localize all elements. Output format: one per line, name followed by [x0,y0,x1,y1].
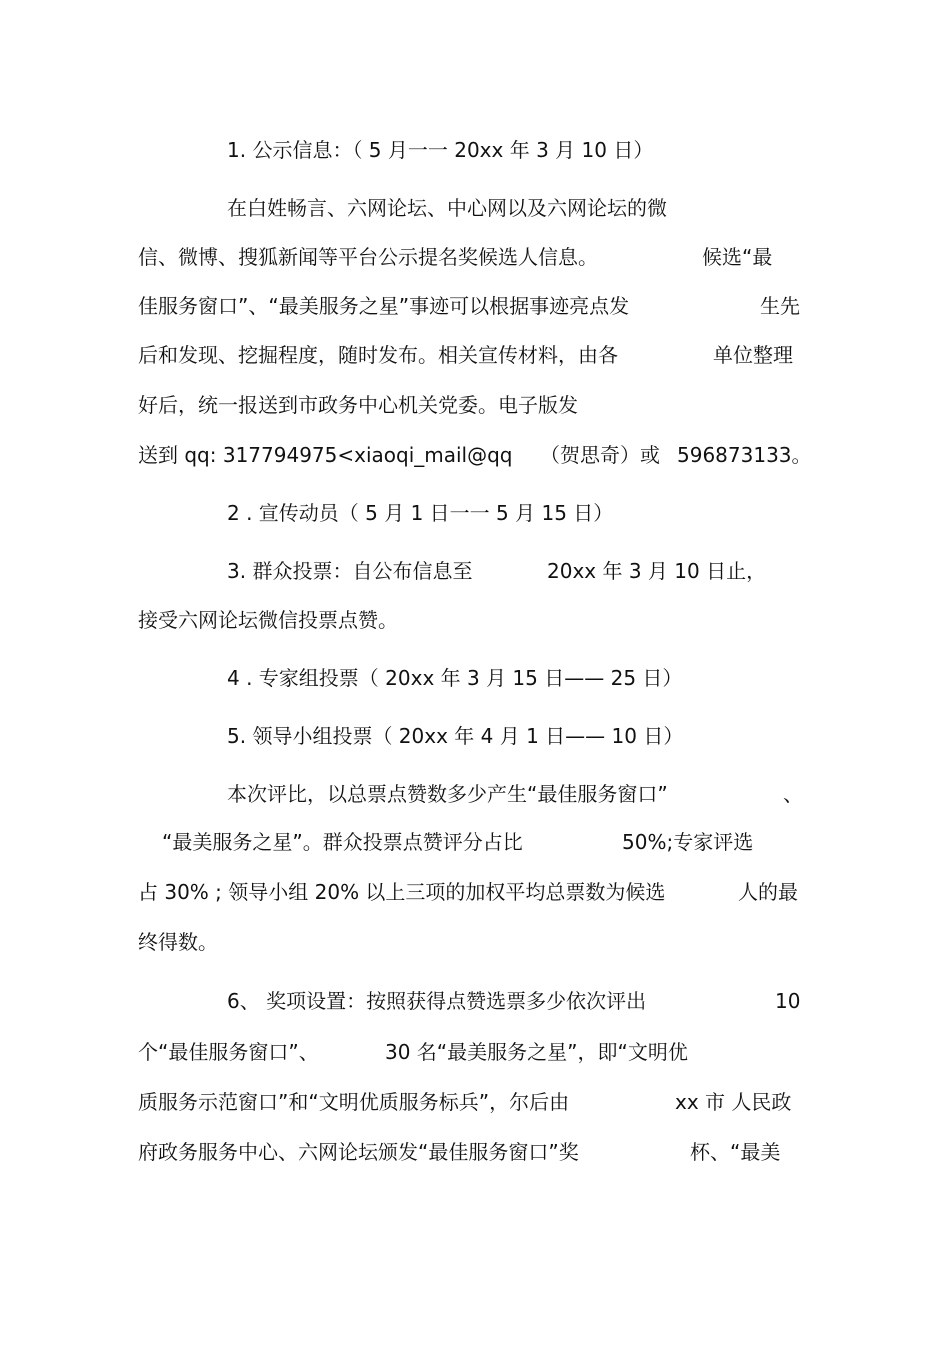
text-line: 接受六网论坛微信投票点赞。 [138,608,398,632]
text-line: （贺思奇）或 [540,443,660,467]
text-line: 5. 领导小组投票（ 20xx 年 4 月 1 日—— 10 日） [227,724,684,748]
text-line: 596873133。 [677,443,812,467]
text-line: 质服务示范窗口”和“文明优质服务标兵”，尔后由 [138,1090,570,1114]
text-line: 3. 群众投票：自公布信息至 [227,559,473,583]
text-line: 2 . 宣传动员（ 5 月 1 日一一 5 月 15 日） [227,501,614,525]
text-line: 府政务服务中心、六网论坛颁发“最佳服务窗口”奖 [138,1140,579,1164]
text-line: 候选“最 [702,245,773,269]
text-line: 好后，统一报送到市政务中心机关党委。电子版发 [138,393,578,417]
text-line: 后和发现、挖掘程度，随时发布。相关宣传材料，由各 [138,343,618,367]
text-line: 单位整理 [713,343,793,367]
text-line: 在白姓畅言、六网论坛、中心网以及六网论坛的微 [227,196,667,220]
text-line: 10 [775,989,801,1013]
text-line: 终得数。 [138,930,218,954]
text-line: 、 [783,782,803,806]
text-line: 个“最佳服务窗口”、 [138,1040,319,1064]
text-line: 30 名“最美服务之星”，即“文明优 [385,1040,688,1064]
text-line: 占 30% ; 领导小组 20% 以上三项的加权平均总票数为候选 [138,880,666,904]
text-line: 信、微博、搜狐新闻等平台公示提名奖候选人信息。 [138,245,598,269]
text-line: 生先 [760,294,800,318]
text-line: 送到 qq: 317794975<xiaoqi_mail@qq [138,443,513,467]
text-line: 4 . 专家组投票（ 20xx 年 3 月 15 日—— 25 日） [227,666,683,690]
text-line: xx 市 人民政 [675,1090,792,1114]
text-line: 人的最 [738,880,798,904]
text-line: 50%;专家评选 [622,830,754,854]
text-line: 20xx 年 3 月 10 日止， [547,559,767,583]
text-line: 本次评比，以总票点赞数多少产生“最佳服务窗口” [227,782,668,806]
text-line: 1. 公示信息：（ 5 月一一 20xx 年 3 月 10 日） [227,138,654,162]
text-line: 6、 奖项设置：按照获得点赞选票多少依次评出 [227,989,647,1013]
text-line: “最美服务之星”。群众投票点赞评分占比 [162,830,523,854]
text-line: 佳服务窗口”、“最美服务之星”事迹可以根据事迹亮点发 [138,294,630,318]
text-line: 杯、“最美 [690,1140,781,1164]
